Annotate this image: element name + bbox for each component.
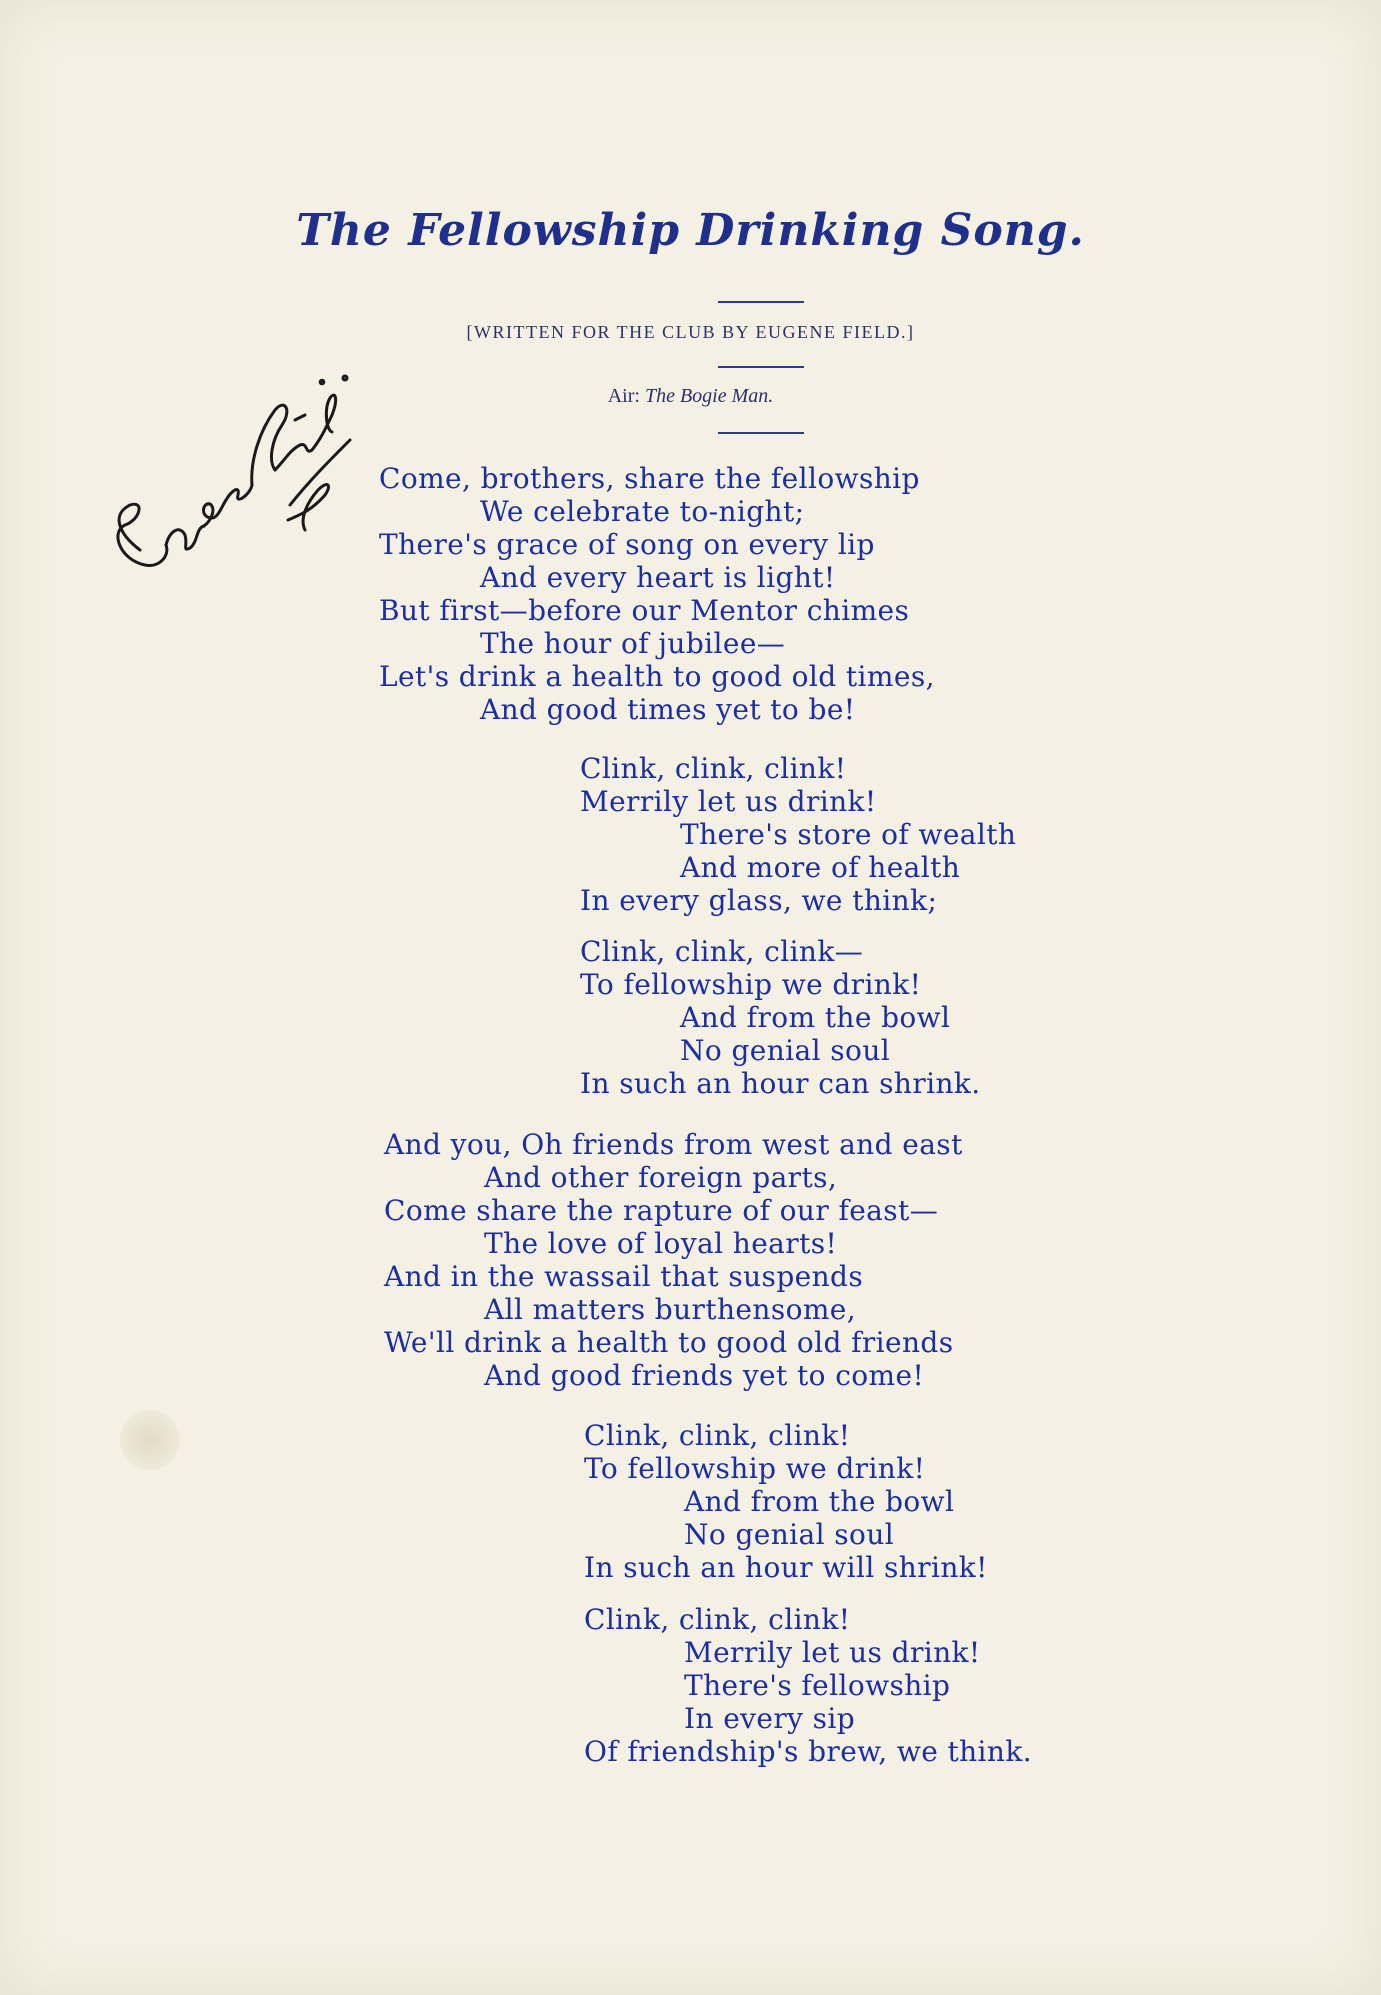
chorus-line: Clink, clink, clink—: [580, 935, 864, 968]
song-line: There's grace of song on every lip: [379, 528, 875, 561]
song-line: All matters burthensome,: [484, 1293, 857, 1326]
chorus-line: No genial soul: [680, 1034, 891, 1067]
chorus-line: To fellowship we drink!: [584, 1452, 926, 1485]
handwritten-signature: [100, 320, 360, 600]
divider-rule: [718, 432, 804, 434]
song-line: And good friends yet to come!: [484, 1359, 925, 1392]
chorus-line: To fellowship we drink!: [580, 968, 922, 1001]
paper-stain: [120, 1410, 180, 1470]
authorship-note: [WRITTEN FOR THE CLUB BY EUGENE FIELD.]: [466, 322, 915, 342]
song-line: We'll drink a health to good old friends: [384, 1326, 954, 1359]
chorus-line: Clink, clink, clink!: [584, 1419, 851, 1452]
song-line: Come, brothers, share the fellowship: [379, 462, 920, 495]
chorus-line: And more of health: [680, 851, 961, 884]
song-line: And every heart is light!: [480, 561, 836, 594]
air-tune: The Bogie Man.: [644, 385, 774, 407]
chorus-line: In every glass, we think;: [580, 884, 938, 917]
song-line: And in the wassail that suspends: [384, 1260, 864, 1293]
chorus-line: And from the bowl: [684, 1485, 955, 1518]
song-line: And good times yet to be!: [480, 693, 856, 726]
song-line: And you, Oh friends from west and east: [384, 1128, 963, 1161]
chorus-line: Of friendship's brew, we think.: [584, 1735, 1032, 1768]
song-line: And other foreign parts,: [484, 1161, 838, 1194]
chorus-line: Merrily let us drink!: [684, 1636, 981, 1669]
chorus-line: In every sip: [684, 1702, 856, 1735]
chorus-line: There's store of wealth: [680, 818, 1017, 851]
air-label: Air:: [607, 385, 640, 407]
chorus-line: And from the bowl: [680, 1001, 951, 1034]
song-line: We celebrate to-night;: [480, 495, 805, 528]
song-line: The hour of jubilee—: [480, 627, 786, 660]
chorus-line: Clink, clink, clink!: [580, 752, 847, 785]
chorus-line: There's fellowship: [684, 1669, 951, 1702]
chorus-line: Merrily let us drink!: [580, 785, 877, 818]
song-line: The love of loyal hearts!: [484, 1227, 838, 1260]
song-line: But first—before our Mentor chimes: [379, 594, 910, 627]
chorus-line: No genial soul: [684, 1518, 895, 1551]
chorus-line: Clink, clink, clink!: [584, 1603, 851, 1636]
song-line: Come share the rapture of our feast—: [384, 1194, 939, 1227]
song-title: The Fellowship Drinking Song.: [296, 205, 1085, 256]
divider-rule: [718, 301, 804, 303]
song-line: Let's drink a health to good old times,: [379, 660, 935, 693]
chorus-line: In such an hour can shrink.: [580, 1067, 981, 1100]
divider-rule: [718, 366, 804, 368]
chorus-line: In such an hour will shrink!: [584, 1551, 988, 1584]
